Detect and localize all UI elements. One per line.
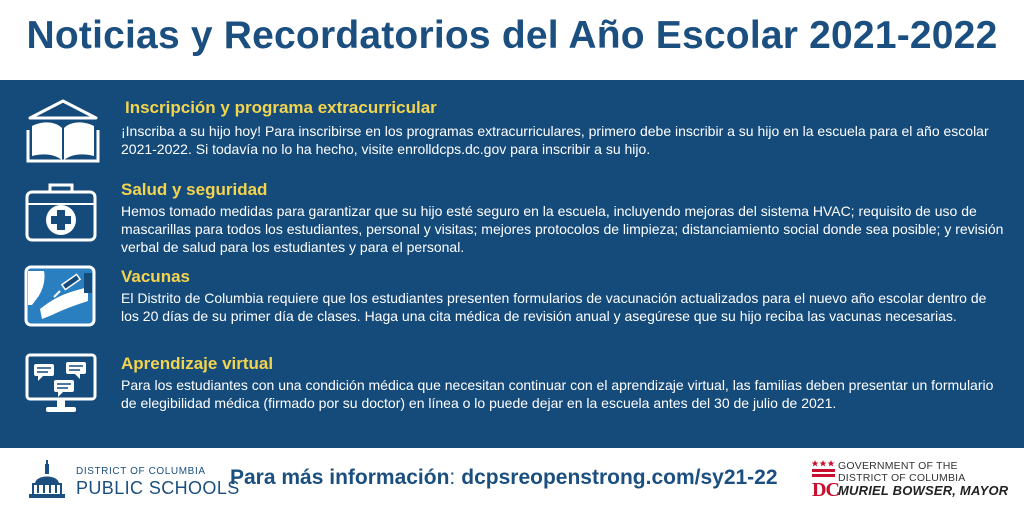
dc-mark: DC bbox=[812, 479, 839, 501]
dcps-name-line2: PUBLIC SCHOOLS bbox=[76, 478, 240, 498]
dc-government-logo bbox=[812, 458, 1012, 504]
section-heading: Aprendizaje virtual bbox=[121, 354, 274, 373]
page-title: Noticias y Recordatorios del Año Escolar 2021-2022 bbox=[26, 14, 998, 57]
section-text: Hemos tomado medidas para garantizar que su hijo esté seguro en la escuela, incluyendo mejoras del sistema HVAC; requisito de uso de mascarillas para todos los estudiantes, personal y visitas; mejores protocolos de limpieza; distanciamiento social donde sea posible; y revisión verbal de salud para los estudiantes y para el personal. bbox=[121, 203, 1004, 255]
dcps-name-line1: DISTRICT OF COLUMBIA bbox=[76, 466, 206, 477]
capitol-dome-icon bbox=[25, 458, 69, 502]
section-text: ¡Inscriba a su hijo hoy! Para inscribirse en los programas extracurriculares, primero debe inscribir a su hijo en la escuela para el año escolar 2021-2022. Si todavía no lo ha hecho, visite enrolldcps.dc.gov para inscribir a su hijo. bbox=[121, 123, 989, 157]
more-info bbox=[230, 466, 778, 490]
section-heading: Salud y seguridad bbox=[121, 180, 268, 199]
more-info-label: Para más información bbox=[230, 466, 450, 489]
first-aid-kit-icon bbox=[24, 180, 98, 244]
gov-name-line1: GOVERNMENT OF THE bbox=[838, 460, 958, 472]
title-bar bbox=[0, 0, 1024, 80]
section-text: Para los estudiantes con una condición médica que necesitan continuar con el aprendizaje virtual, las familias deben presentar un formulario de elegibilidad médica (firmado por su doctor) en línea o lo puede dejar en la escuela antes del 30 de julio de 2021. bbox=[121, 377, 994, 411]
book-icon bbox=[24, 98, 102, 164]
footer bbox=[0, 448, 1024, 512]
vaccine-icon bbox=[24, 265, 96, 327]
gov-name-line2: DISTRICT OF COLUMBIA bbox=[838, 472, 966, 484]
main-panel bbox=[0, 80, 1024, 448]
section-heading: Vacunas bbox=[121, 267, 190, 286]
mayor-name: MURIEL BOWSER, MAYOR bbox=[838, 483, 1009, 498]
section-text: El Distrito de Columbia requiere que los estudiantes presenten formularios de vacunación actualizados para el nuevo año escolar dentro de los 20 días de su primer día de clases. Haga una cita médica de revisión anual y asegúrese que su hijo reciba las vacunas necesarias. bbox=[121, 290, 987, 324]
section-heading: Inscripción y programa extracurricular bbox=[125, 98, 437, 117]
more-info-colon: : bbox=[449, 466, 456, 489]
more-info-link[interactable]: dcpsreopenstrong.com/sy21-22 bbox=[461, 466, 778, 489]
dcps-logo bbox=[25, 458, 240, 502]
computer-chat-icon bbox=[24, 352, 98, 416]
